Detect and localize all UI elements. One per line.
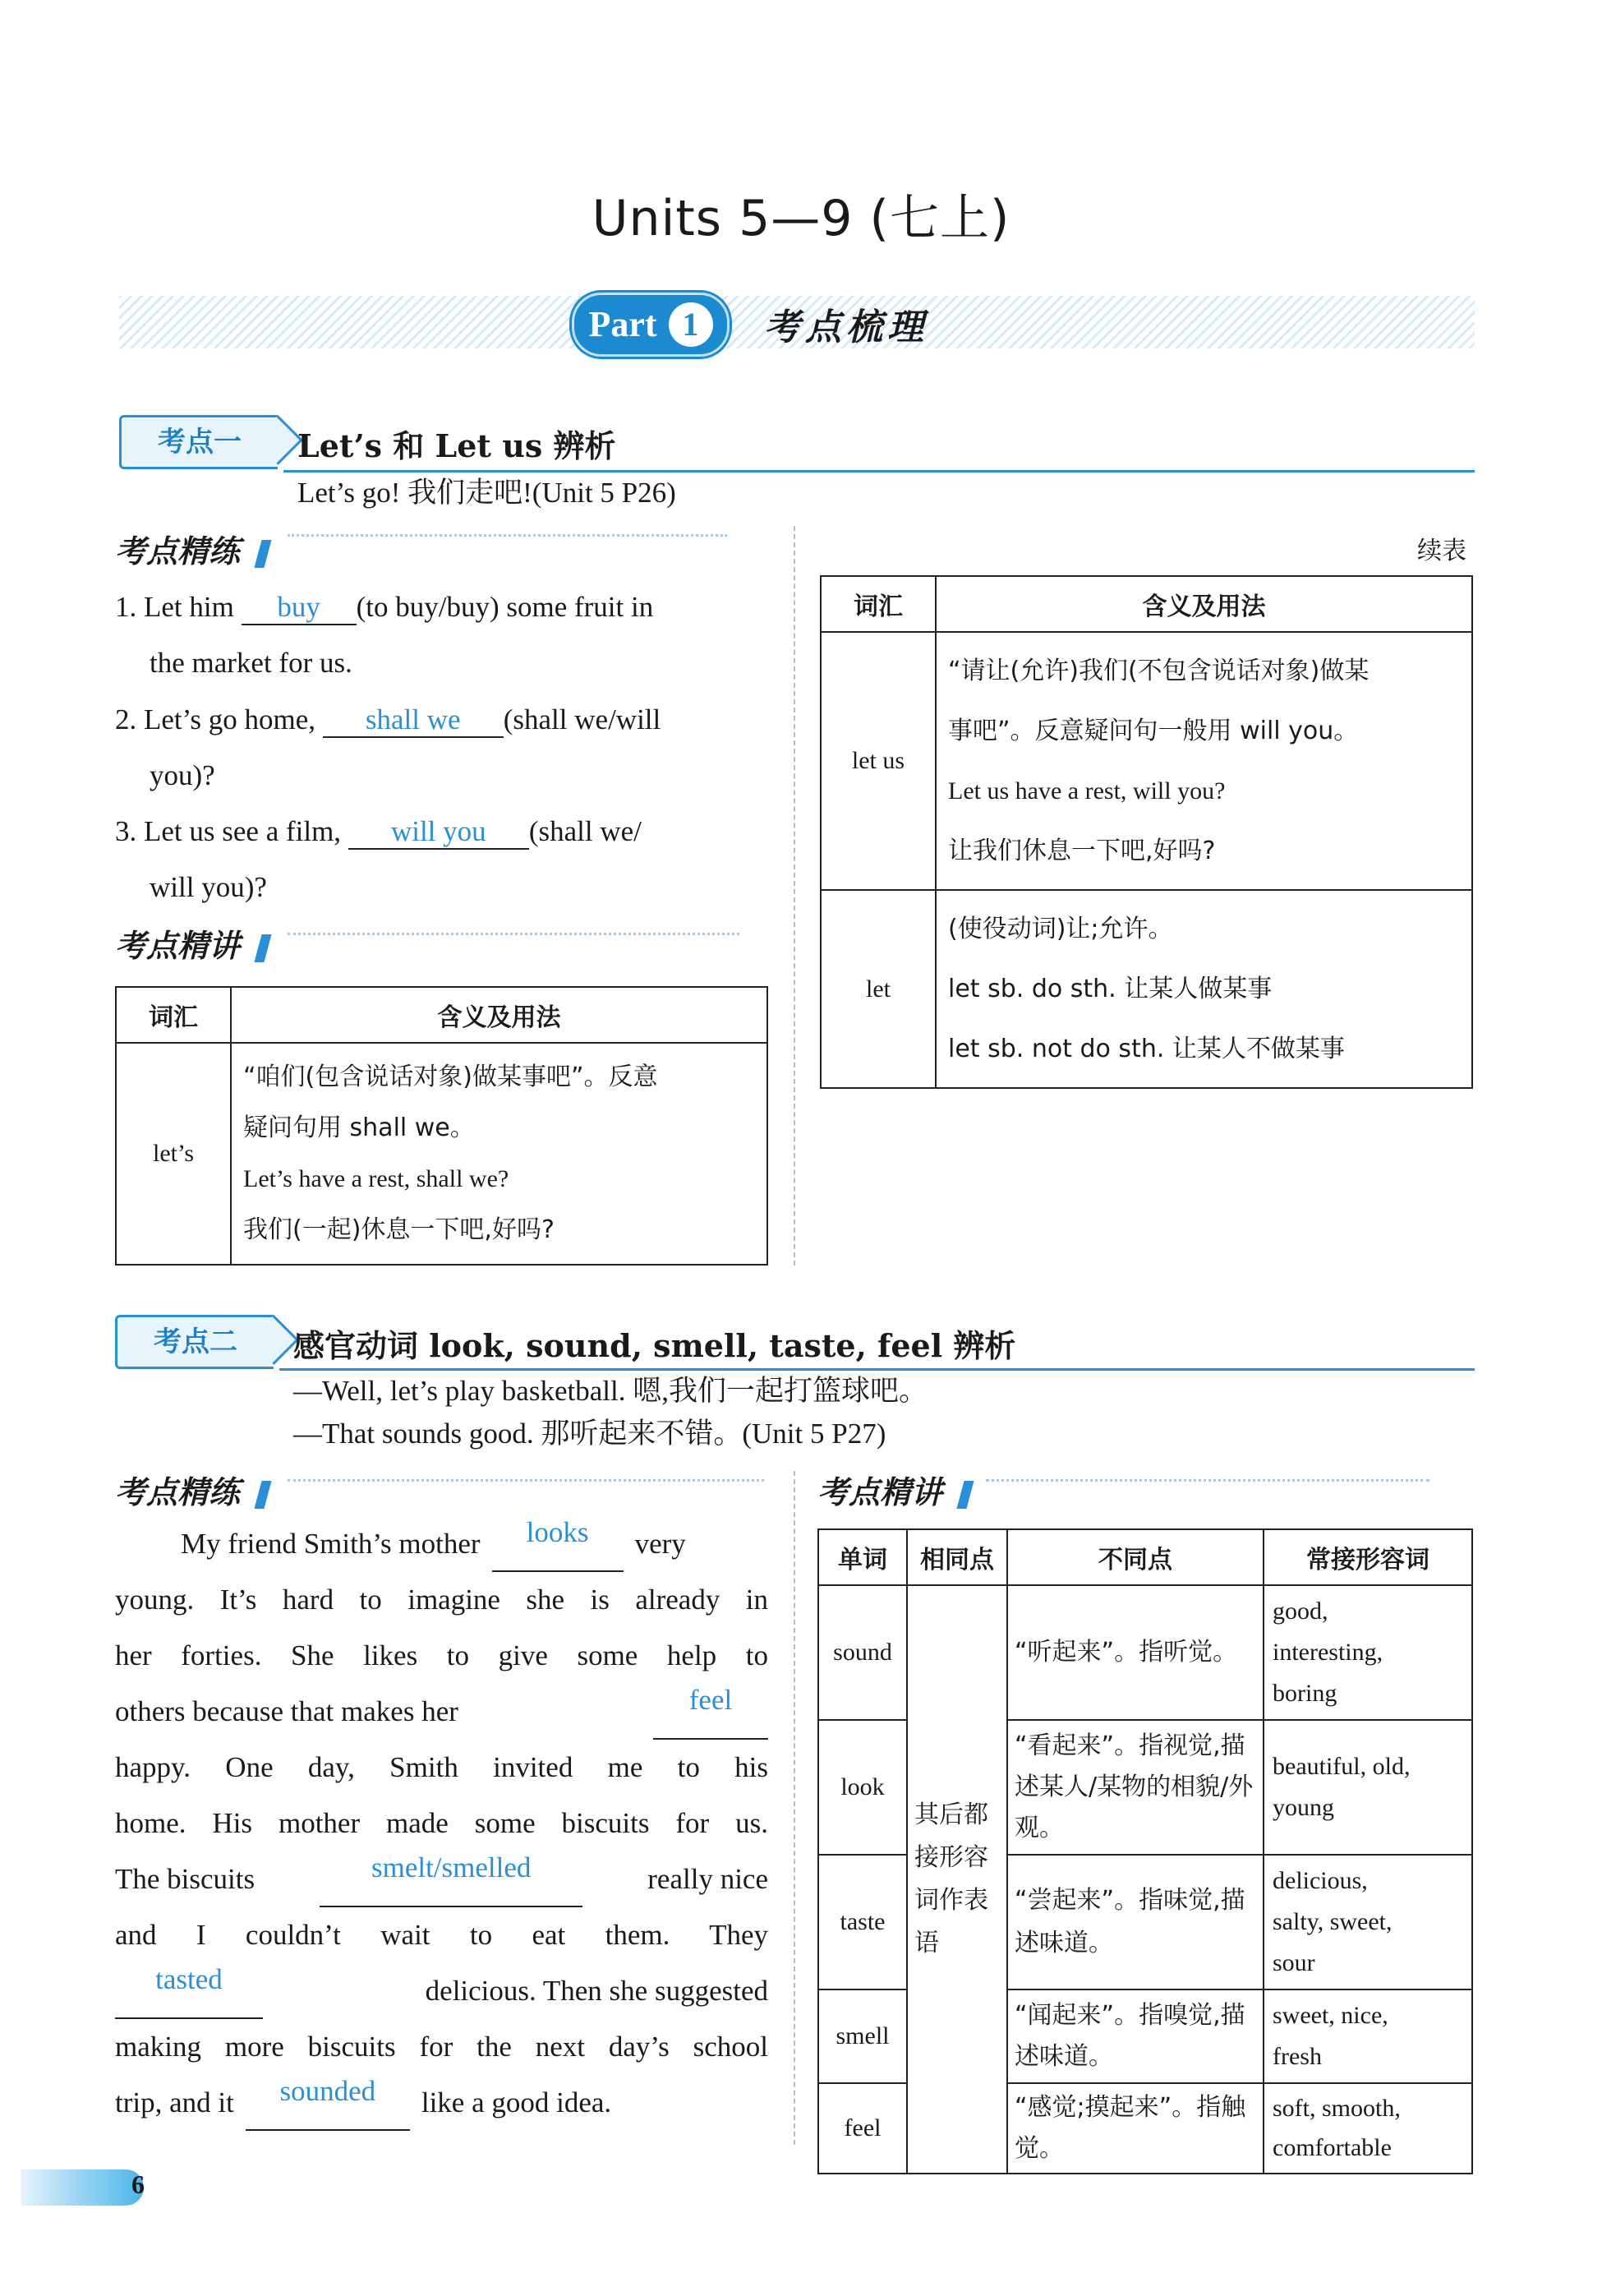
kd2-example-2: —That sounds good. 那听起来不错。(Unit 5 P27) [293, 1418, 886, 1450]
dotted-rule [288, 933, 739, 935]
table-cell-meaning: “请让(允许)我们(不包含说话对象)做某 事吧”。反意疑问句一般用 will you。 Let us have a rest, will you? 让我们休息一下吧,好吗? [936, 632, 1472, 890]
table-cell-word: sound [818, 1585, 907, 1720]
table-header-word: 词汇 [116, 987, 231, 1043]
table-cell-meaning: “咱们(包含说话对象)做某事吧”。反意 疑问句用 shall we。 Let’s have a rest, shall we? 我们(一起)休息一下吧,好吗? [231, 1043, 767, 1265]
passage-line [115, 1963, 768, 2019]
passage-text: My friend Smith’s mother [181, 1528, 481, 1560]
table-cell-adj: sweet, nice, fresh [1264, 1989, 1472, 2083]
continued-label: 续表 [1417, 537, 1466, 565]
table-header-adj: 常接形容词 [1264, 1529, 1472, 1585]
kd1-explain-heading: 考点精讲 [115, 920, 268, 966]
part-label: Part [588, 304, 657, 344]
passage-line [115, 1684, 768, 1740]
passage-line [115, 1796, 768, 1851]
part-heading: 考点梳理 [764, 307, 928, 348]
passage-line [115, 1628, 768, 1684]
passage-line [115, 1572, 768, 1628]
table-cell-word: look [818, 1720, 907, 1855]
passage-line [115, 1516, 768, 1572]
passage-line [115, 1907, 768, 1963]
passage-text: very [634, 1528, 686, 1560]
table-cell-diff: “听起来”。指听觉。 [1007, 1585, 1264, 1720]
table-cell-word: taste [818, 1855, 907, 1989]
answer-blank: looks [492, 1516, 624, 1572]
dotted-rule [986, 1479, 1429, 1482]
table-cell-diff: “闻起来”。指嗅觉,描述味道。 [1007, 1989, 1264, 2083]
table-cell-diff: “尝起来”。指味觉,描述味道。 [1007, 1855, 1264, 1989]
passage-text: like a good idea. [421, 2086, 612, 2118]
table-cell-diff: “看起来”。指视觉,描述某人/某物的相貌/外观。 [1007, 1720, 1264, 1855]
table-cell-adj: soft, smooth, comfortable [1264, 2083, 1472, 2174]
table-header-word: 词汇 [821, 576, 936, 632]
passage-text: making more biscuits for the next day’s school [115, 2031, 768, 2063]
answer-blank: shall we [323, 703, 504, 738]
passage-text: and I couldn’t wait to eat them. They [115, 1919, 768, 1951]
kd1-title: Let’s 和 Let us 辨析 [297, 427, 616, 464]
kd2-title: 感官动词 look, sound, smell, taste, feel 辨析 [293, 1327, 1016, 1364]
kd1-table-right [820, 575, 1473, 1089]
answer-blank: feel [653, 1684, 768, 1740]
passage-text: happy. One day, Smith invited me to his [115, 1751, 768, 1783]
part-badge [572, 293, 730, 357]
passage-text: trip, and it [115, 2086, 234, 2118]
passage-text: delicious. Then she suggested [425, 1975, 768, 2007]
answer-blank: tasted [115, 1963, 263, 2019]
column-divider [794, 526, 795, 1266]
kd2-practice-heading: 考点精练 [115, 1467, 268, 1512]
answer-blank: smelt/smelled [320, 1851, 582, 1907]
table-header-diff: 不同点 [1007, 1529, 1264, 1585]
kd2-table [817, 1528, 1473, 2174]
answer-blank: sounded [246, 2075, 410, 2131]
page-title: Units 5—9 (七上) [592, 190, 1010, 247]
page-number: 6 [131, 2169, 145, 2199]
part-number: 1 [669, 302, 713, 347]
passage-text: young. It’s hard to imagine she is already in [115, 1584, 768, 1616]
answer-blank: buy [242, 591, 357, 625]
passage-line [115, 1851, 768, 1907]
kd1-table-left [115, 986, 768, 1266]
table-cell-diff: “感觉;摸起来”。指触觉。 [1007, 2083, 1264, 2174]
table-cell-adj: beautiful, old, young [1264, 1720, 1472, 1855]
passage-text: others because that makes her [115, 1695, 458, 1727]
table-cell-word: let [821, 890, 936, 1088]
table-cell-meaning: (使役动词)让;允许。 let sb. do sth. 让某人做某事 let sb. not do sth. 让某人不做某事 [936, 890, 1472, 1088]
kd2-tab: 考点二 [115, 1315, 274, 1369]
kd2-passage [115, 1516, 768, 2131]
dotted-rule [288, 534, 727, 537]
passage-text: her forties. She likes to give some help to [115, 1639, 768, 1671]
kd2-explain-heading: 考点精讲 [817, 1467, 970, 1512]
table-header-meaning: 含义及用法 [936, 576, 1472, 632]
table-cell-word: let us [821, 632, 936, 890]
table-cell-word: feel [818, 2083, 907, 2174]
passage-line [115, 2019, 768, 2075]
table-cell-word: let’s [116, 1043, 231, 1265]
table-cell-adj: good, interesting, boring [1264, 1585, 1472, 1720]
kd2-example-1: —Well, let’s play basketball. 嗯,我们一起打篮球吧。 [293, 1375, 928, 1407]
table-header-same: 相同点 [907, 1529, 1007, 1585]
answer-blank: will you [348, 815, 529, 850]
kd1-question-1: 1. Let him buy (to buy/buy) some fruit in the market for us. [115, 591, 654, 679]
passage-text: home. His mother made some biscuits for us. [115, 1807, 768, 1839]
table-cell-adj: delicious, salty, sweet, sour [1264, 1855, 1472, 1989]
table-header-word: 单词 [818, 1529, 907, 1585]
passage-text: The biscuits [115, 1863, 255, 1895]
kd1-practice-heading: 考点精练 [115, 526, 268, 571]
passage-text: really nice [647, 1863, 768, 1895]
table-header-meaning: 含义及用法 [231, 987, 767, 1043]
page-number-bar [21, 2169, 144, 2206]
table-cell-same: 其后都接形容词作表语 [907, 1585, 1007, 2174]
kd1-tab: 考点一 [119, 415, 278, 469]
kd1-example: Let’s go! 我们走吧!(Unit 5 P26) [297, 477, 676, 509]
passage-line [115, 1740, 768, 1796]
kd1-question-3: 3. Let us see a film, will you (shall we/ will you)? [115, 815, 642, 903]
kd1-question-2: 2. Let’s go home, shall we (shall we/will you)? [115, 703, 661, 791]
column-divider [794, 1471, 795, 2145]
table-cell-word: smell [818, 1989, 907, 2083]
dotted-rule [288, 1479, 764, 1482]
passage-line [115, 2075, 768, 2131]
